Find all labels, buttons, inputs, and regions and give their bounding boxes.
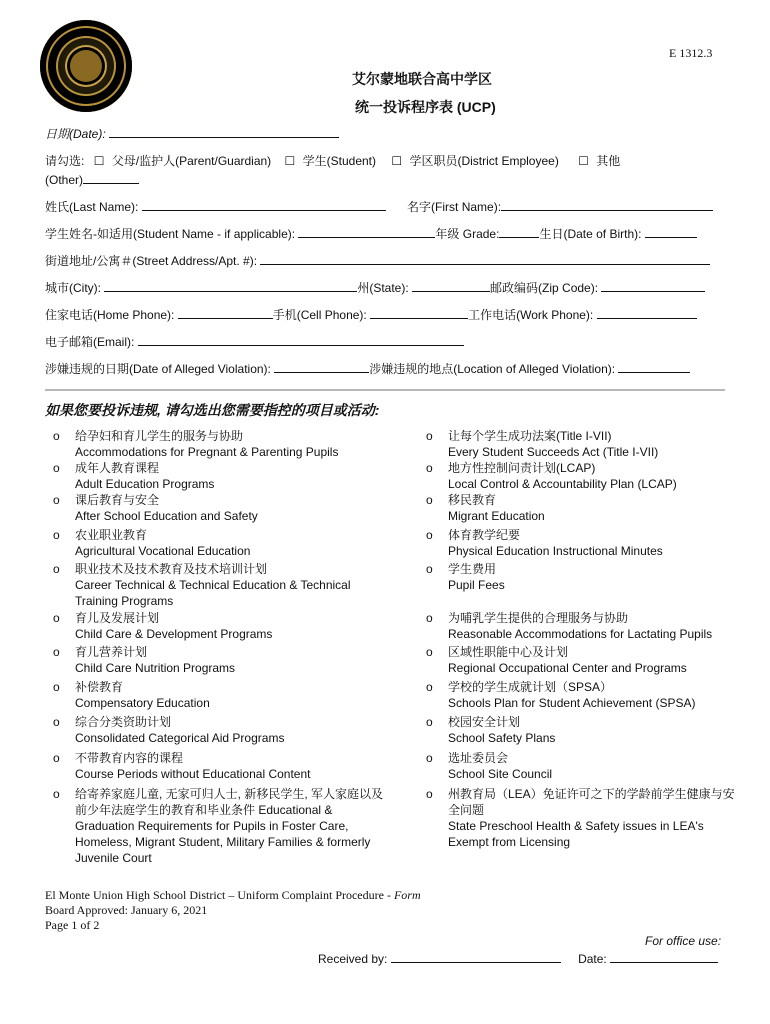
opt-employee-label: 学区职员(District Employee) (409, 154, 559, 168)
street-row (45, 252, 710, 269)
checkbox-bullet[interactable]: o (53, 528, 60, 542)
list-item[interactable]: o 体育教学纪要 Physical Education Instructional Minutes (426, 528, 663, 558)
violation-row (45, 360, 690, 377)
checkbox-bullet[interactable]: o (426, 680, 433, 694)
student-row (45, 225, 697, 242)
date-label: 日期(Date): (45, 127, 106, 141)
violation-location-label: 涉嫌违规的地点(Location of Alleged Violation): (369, 362, 616, 376)
grade-field[interactable] (499, 225, 539, 238)
checkbox-bullet[interactable]: o (53, 680, 60, 694)
office-date-field[interactable] (610, 950, 718, 963)
first-name-field[interactable] (501, 198, 713, 211)
list-item[interactable]: o 给寄养家庭儿童, 无家可归人士, 新移民学生, 军人家庭以及前少年法庭学生的教育和毕业条件 Educational & Graduation Requirements for Pupils in Foster Care, Homeless, Migrant Student, Military Families & formerly Juvenile Court (53, 787, 384, 865)
checkbox-bullet[interactable]: o (53, 562, 60, 576)
list-item[interactable]: o 补偿教育 Compensatory Education (53, 680, 210, 710)
city-row (45, 279, 705, 296)
checkbox-bullet[interactable]: o (426, 611, 433, 625)
email-row (45, 333, 464, 350)
list-item[interactable]: o 学校的学生成就计划（SPSA） Schools Plan for Student Achievement (SPSA) (426, 680, 696, 710)
received-by-label: Received by: (318, 952, 388, 966)
zip-field[interactable] (601, 279, 705, 292)
name-row (45, 198, 713, 215)
list-item[interactable]: o 让每个学生成功法案(Title I-VII) Every Student Succeeds Act (Title I-VII) (426, 429, 659, 459)
checkbox-bullet[interactable]: o (53, 611, 60, 625)
list-item[interactable]: o 不带教育内容的课程 Course Periods without Educational Content (53, 751, 311, 781)
checkbox-bullet[interactable]: o (426, 493, 433, 507)
violation-date-label: 涉嫌违规的日期(Date of Alleged Violation): (45, 362, 271, 376)
list-item[interactable]: o 职业技术及技术教育及技术培训计划 Career Technical & Technical Education & Technical Training Programs (53, 562, 351, 608)
checkbox-bullet[interactable]: o (426, 645, 433, 659)
list-item[interactable]: o 地方性控制问责计划(LCAP) Local Control & Accountability Plan (LCAP) (426, 461, 677, 491)
list-item[interactable]: o 成年人教育课程 Adult Education Programs (53, 461, 215, 491)
state-label: 州(State): (357, 281, 409, 295)
checkbox-bullet[interactable]: o (426, 528, 433, 542)
checkbox-parent[interactable]: ☐ (93, 154, 105, 168)
section-divider (45, 389, 725, 391)
list-item[interactable]: o 选址委员会 School Site Council (426, 751, 553, 781)
received-by-field[interactable] (391, 950, 561, 963)
footer-form: Form (393, 888, 421, 902)
received-row (318, 950, 718, 966)
section-heading: 如果您要投诉违规, 请勾选出您需要指控的项目或活动: (45, 402, 380, 418)
checkbox-bullet[interactable]: o (426, 715, 433, 729)
phone-row (45, 306, 697, 323)
list-item[interactable]: o 综合分类资助计划 Consolidated Categorical Aid Programs (53, 715, 285, 745)
form-title: 统一投诉程序表 (UCP) (355, 99, 496, 115)
student-name-field[interactable] (298, 225, 435, 238)
cell-phone-field[interactable] (370, 306, 468, 319)
violation-date-field[interactable] (274, 360, 369, 373)
first-name-label: 名字(First Name): (407, 200, 502, 214)
footer-page: Page 1 of 2 (45, 918, 100, 932)
street-label: 街道地址/公寓＃(Street Address/Apt. #): (45, 254, 258, 268)
opt-student-label: 学生(Student) (302, 154, 377, 168)
list-item[interactable]: o 区域性职能中心及计划 Regional Occupational Center and Programs (426, 645, 687, 675)
checkbox-student[interactable]: ☐ (284, 154, 296, 168)
checkbox-bullet[interactable]: o (53, 787, 60, 801)
list-item[interactable]: o 为哺乳学生提供的合理服务与协助 Reasonable Accommodations for Lactating Pupils (426, 611, 713, 641)
date-field[interactable] (109, 125, 339, 138)
opt-other-en: (Other) (45, 173, 84, 187)
list-item[interactable]: o 育儿及发展计划 Child Care & Development Programs (53, 611, 273, 641)
street-field[interactable] (260, 252, 710, 265)
dob-label: 生日(Date of Birth): (539, 227, 642, 241)
list-item[interactable]: o 课后教育与安全 After School Education and Safety (53, 493, 258, 523)
state-field[interactable] (412, 279, 490, 292)
role-check-row (45, 152, 620, 169)
list-item[interactable]: o 校园安全计划 School Safety Plans (426, 715, 556, 745)
email-field[interactable] (138, 333, 464, 346)
cell-phone-label: 手机(Cell Phone): (272, 308, 367, 322)
home-phone-field[interactable] (178, 306, 273, 319)
email-label: 电子邮箱(Email): (45, 335, 135, 349)
checkbox-bullet[interactable]: o (426, 461, 433, 475)
opt-parent-label: 父母/监护人(Parent/Guardian) (111, 154, 272, 168)
checkbox-bullet[interactable]: o (53, 715, 60, 729)
list-item[interactable]: o 州教育局（LEA）免证许可之下的学龄前学生健康与安全问题 State Preschool Health & Safety issues in LEA's Exempt from Licensing (426, 787, 735, 849)
checkbox-bullet[interactable]: o (426, 787, 433, 801)
district-name: 艾尔蒙地联合高中学区 (352, 71, 492, 87)
work-phone-label: 工作电话(Work Phone): (468, 308, 594, 322)
opt-other-label: 其他 (596, 154, 621, 168)
last-name-label: 姓氏(Last Name): (45, 200, 139, 214)
check-prompt: 请勾选: (45, 154, 85, 168)
checkbox-bullet[interactable]: o (426, 562, 433, 576)
footer-approved: Board Approved: January 6, 2021 (45, 903, 208, 917)
checkbox-bullet[interactable]: o (426, 429, 433, 443)
form-code: E 1312.3 (669, 46, 713, 60)
last-name-field[interactable] (142, 198, 386, 211)
checkbox-bullet[interactable]: o (53, 493, 60, 507)
list-item[interactable]: o 农业职业教育 Agricultural Vocational Education (53, 528, 251, 558)
student-name-label: 学生姓名-如适用(Student Name - if applicable): (45, 227, 296, 241)
city-label: 城市(City): (45, 281, 101, 295)
grade-label: 年级 Grade: (435, 227, 500, 241)
other-row (45, 171, 139, 187)
office-use-label: For office use: (645, 934, 722, 948)
city-field[interactable] (104, 279, 357, 292)
district-seal-logo (40, 20, 132, 112)
zip-label: 邮政编码(Zip Code): (490, 281, 599, 295)
footer-text (45, 888, 421, 933)
checkbox-bullet[interactable]: o (53, 461, 60, 475)
home-phone-label: 住家电话(Home Phone): (45, 308, 175, 322)
other-field[interactable] (83, 171, 139, 184)
list-item[interactable]: o 移民教育 Migrant Education (426, 493, 545, 523)
list-item[interactable]: o 育儿营养计划 Child Care Nutrition Programs (53, 645, 236, 675)
office-date-label: Date: (578, 952, 607, 966)
list-item[interactable]: o 给孕妇和育儿学生的服务与协助 Accommodations for Pregnant & Parenting Pupils (53, 429, 339, 459)
checkbox-bullet[interactable]: o (426, 751, 433, 765)
checkbox-bullet[interactable]: o (53, 645, 60, 659)
list-item[interactable]: o 学生费用 Pupil Fees (426, 562, 505, 592)
checkbox-employee[interactable]: ☐ (391, 154, 403, 168)
checkbox-bullet[interactable]: o (53, 429, 60, 443)
footer-district: El Monte Union High School District – Uniform Complaint Procedure - (45, 888, 394, 902)
checkbox-bullet[interactable]: o (53, 751, 60, 765)
checkbox-other[interactable]: ☐ (578, 154, 589, 168)
date-row (45, 125, 339, 142)
violation-location-field[interactable] (618, 360, 690, 373)
dob-field[interactable] (645, 225, 697, 238)
work-phone-field[interactable] (597, 306, 697, 319)
